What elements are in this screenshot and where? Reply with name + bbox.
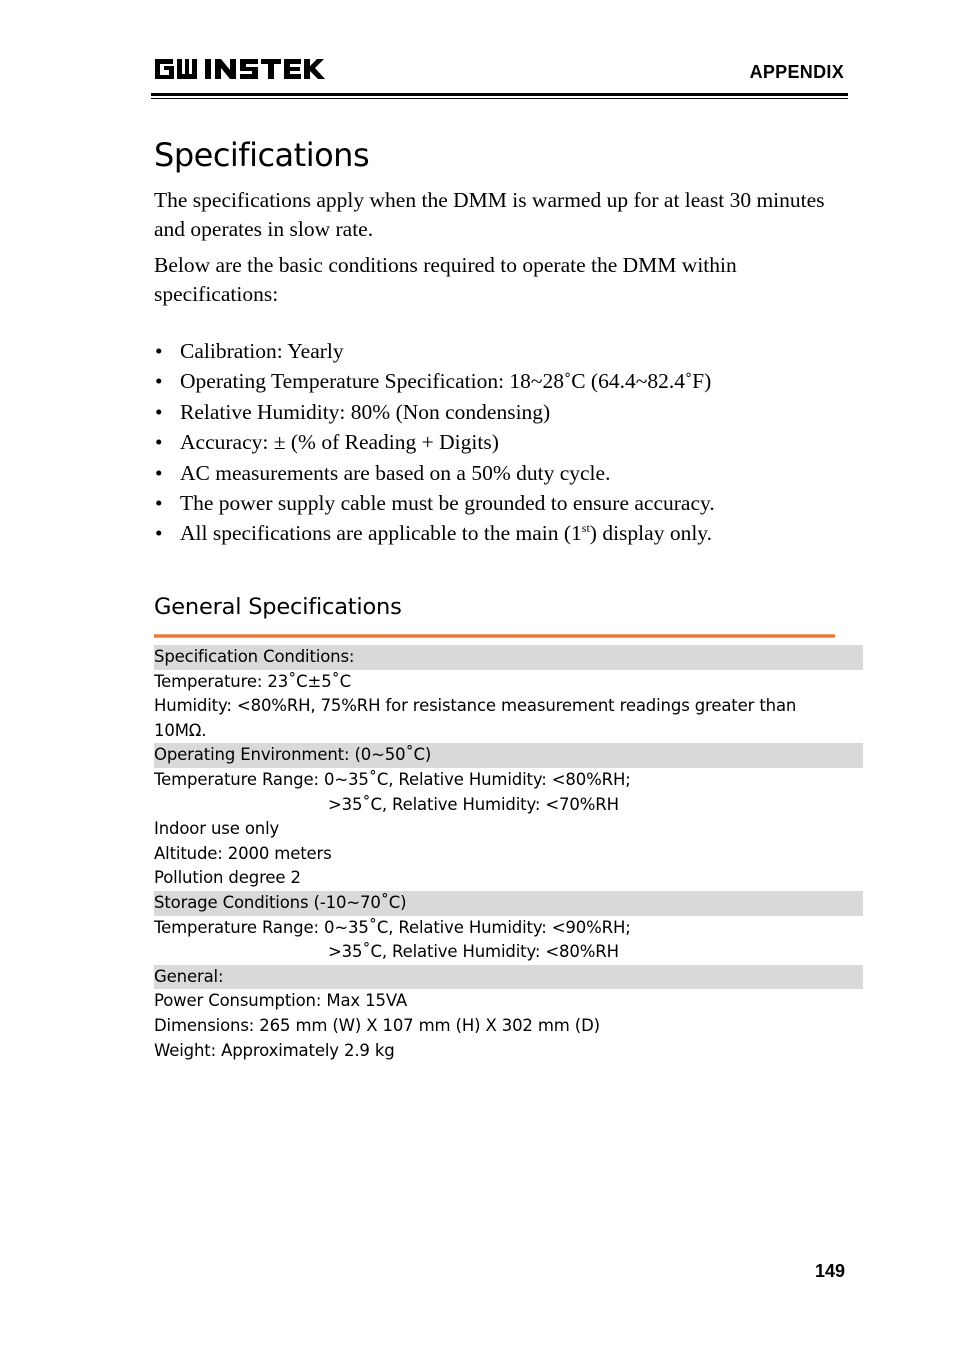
spec-row: Weight: Approximately 2.9 kg [154, 1040, 395, 1060]
list-item: • AC measurements are based on a 50% duty cycle. [154, 458, 715, 488]
spec-table [154, 645, 863, 1063]
conditions-list [154, 336, 715, 549]
bullet-icon: • [155, 339, 163, 363]
brand-logo-graphic [153, 55, 325, 83]
spec-row: Temperature Range: 0~35˚C, Relative Humidity: <80%RH; [154, 769, 631, 789]
spec-row: Temperature Range: 0~35˚C, Relative Humidity: <90%RH; [154, 917, 631, 937]
header-rule-thin [151, 98, 848, 99]
spec-row: Power Consumption: Max 15VA [154, 991, 408, 1011]
section-header: APPENDIX [749, 62, 844, 82]
spec-group-header: General: [154, 965, 863, 990]
spec-row: >35˚C, Relative Humidity: <80%RH [328, 942, 619, 962]
section-rule [154, 634, 835, 638]
header-rule [151, 93, 848, 96]
gw-instek-logo [153, 55, 325, 83]
list-item: • The power supply cable must be grounded to ensure accuracy. [154, 488, 715, 518]
list-item: • Operating Temperature Specification: 18~28˚C (64.4~82.4˚F) [154, 366, 715, 396]
spec-row: >35˚C, Relative Humidity: <70%RH [328, 794, 619, 814]
conditions-paragraph: Below are the basic conditions required to operate the DMM within specifications: [154, 253, 737, 306]
bullet-icon: • [155, 369, 163, 394]
spec-row: Indoor use only [154, 819, 280, 839]
bullet-icon: • [155, 399, 163, 424]
list-item: • Calibration: Yearly [154, 336, 715, 366]
page-title: Specifications [154, 136, 370, 174]
bullet-icon: • [155, 521, 163, 546]
section-title: General Specifications [154, 594, 402, 620]
list-item: • All specifications are applicable to the main (1st) display only. [154, 518, 715, 548]
spec-group-header: Specification Conditions: [154, 645, 863, 670]
bullet-icon: • [155, 490, 163, 515]
spec-row: 10MΩ. [154, 720, 207, 740]
spec-row: Dimensions: 265 mm (W) X 107 mm (H) X 302 mm (D) [154, 1015, 600, 1035]
spec-group-header: Operating Environment: (0~50˚C) [154, 743, 863, 768]
spec-row: Humidity: <80%RH, 75%RH for resistance measurement readings greater than [154, 696, 797, 716]
spec-row: Altitude: 2000 meters [154, 843, 332, 863]
list-item: • Accuracy: ± (% of Reading + Digits) [154, 427, 715, 457]
bullet-icon: • [155, 430, 163, 455]
bullet-icon: • [155, 460, 163, 485]
spec-row: Temperature: 23˚C±5˚C [154, 671, 352, 691]
list-item: • Relative Humidity: 80% (Non condensing) [154, 397, 715, 427]
spec-group-header: Storage Conditions (-10~70˚C) [154, 891, 863, 916]
spec-row: Pollution degree 2 [154, 868, 301, 888]
page-number: 149 [814, 1261, 845, 1281]
intro-paragraph: The specifications apply when the DMM is warmed up for at least 30 minutes and operates in slow rate. [154, 188, 825, 241]
